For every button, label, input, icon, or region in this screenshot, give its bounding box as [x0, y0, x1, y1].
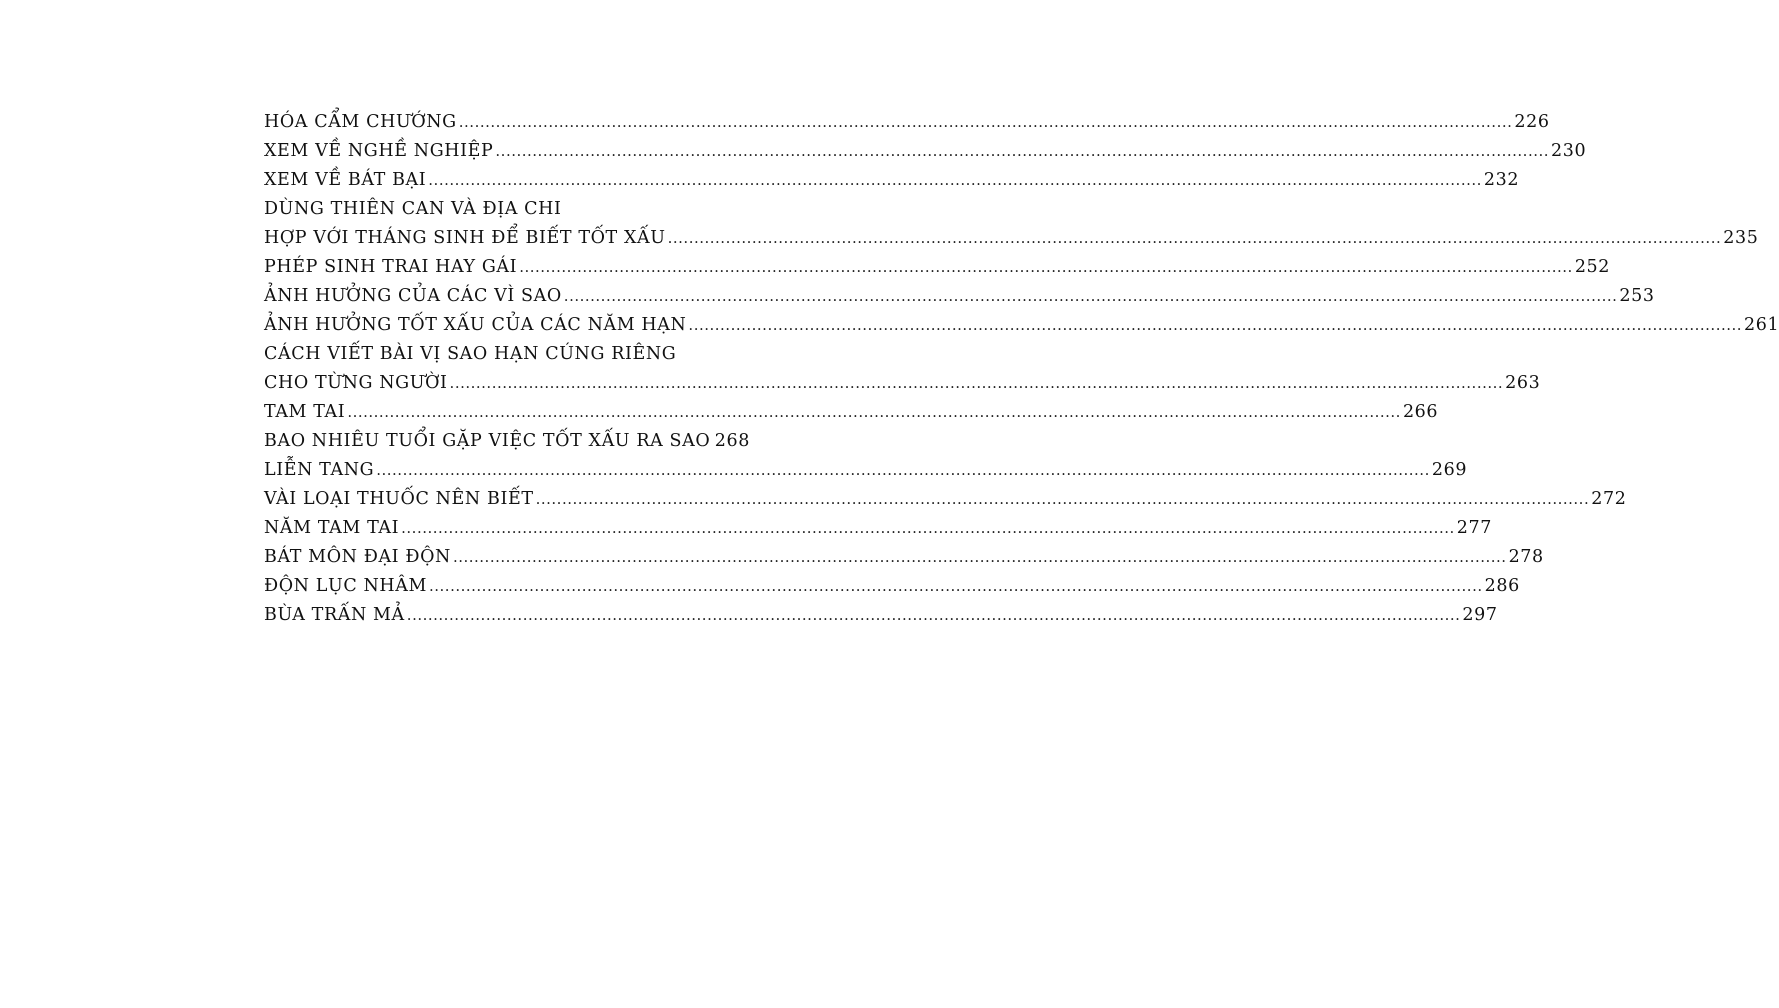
toc-entry-title: XEM VỀ BÁT BẠI [264, 170, 427, 190]
toc-leader-dots: ........................................................................................................................................................................................................ [347, 403, 1401, 421]
toc-entry-title: PHÉP SINH TRAI HAY GÁI [264, 257, 518, 277]
toc-entry-page: 278 [1508, 547, 1544, 567]
toc-entry-page: 226 [1514, 112, 1550, 132]
toc-entry-page: 235 [1723, 228, 1759, 248]
toc-entry-title: BAO NHIÊU TUỔI GẶP VIỆC TỐT XẤU RA SAO [264, 431, 711, 451]
toc-entry [264, 601, 1498, 630]
toc-entry [264, 398, 1439, 427]
toc-entry [264, 224, 1759, 253]
table-of-contents [264, 108, 1779, 630]
toc-leader-dots: ........................................................................................................................................................................................................ [428, 171, 1482, 189]
toc-leader-dots: ........................................................................................................................................................................................................ [452, 548, 1507, 566]
toc-entry-title: BÙA TRẤN MẢ [264, 605, 405, 625]
toc-leader-dots: ........................................................................................................................................................................................................ [688, 316, 1743, 334]
toc-entry-page: 232 [1483, 170, 1520, 190]
toc-entry-continued-heading [264, 195, 750, 224]
toc-entry-page: 277 [1456, 518, 1492, 538]
toc-entry-page: 230 [1551, 141, 1587, 161]
toc-entry [264, 543, 1544, 572]
toc-entry-title: CHO TỪNG NGƯỜI [264, 373, 448, 393]
toc-entry-page: 272 [1591, 489, 1627, 509]
toc-entry-title: HÓA CẨM CHƯỚNG [264, 112, 457, 132]
toc-entry [264, 514, 1492, 543]
toc-entry-title: VÀI LOẠI THUỐC NÊN BIẾT [264, 489, 534, 509]
toc-entry [264, 137, 1587, 166]
toc-entry [264, 108, 1550, 137]
toc-leader-dots: ........................................................................................................................................................................................................ [519, 258, 1573, 276]
toc-entry [264, 369, 1541, 398]
toc-entry-page: 268 [714, 431, 750, 451]
toc-entry [264, 456, 1468, 485]
toc-entry-page: 252 [1574, 257, 1611, 277]
toc-leader-dots: ........................................................................................................................................................................................................ [458, 113, 1513, 131]
toc-entry-continued-heading [264, 340, 750, 369]
toc-entry-page: 253 [1619, 286, 1655, 306]
toc-leader-dots: ........................................................................................................................................................................................................ [376, 461, 1430, 479]
toc-leader-dots: ........................................................................................................................................................................................................ [406, 606, 1461, 624]
toc-entry-title: CÁCH VIẾT BÀI VỊ SAO HẠN CÚNG RIÊNG [264, 344, 677, 364]
toc-entry-page: 266 [1402, 402, 1439, 422]
toc-leader-dots: ........................................................................................................................................................................................................ [401, 519, 1455, 537]
toc-entry-title: HỢP VỚI THÁNG SINH ĐỂ BIẾT TỐT XẤU [264, 228, 666, 248]
toc-entry-title: ẢNH HƯỞNG CỦA CÁC VÌ SAO [264, 286, 562, 306]
toc-leader-dots: ........................................................................................................................................................................................................ [667, 229, 1722, 247]
toc-entry-title: XEM VỀ NGHỀ NGHIỆP [264, 141, 494, 161]
toc-entry [264, 572, 1520, 601]
toc-leader-dots [712, 427, 713, 456]
toc-entry-title: LIỄN TANG [264, 460, 375, 480]
toc-entry-title: NĂM TAM TAI [264, 518, 400, 538]
toc-entry [264, 282, 1655, 311]
toc-entry [264, 166, 1520, 195]
toc-entry-title: TAM TAI [264, 402, 346, 422]
toc-entry [264, 253, 1611, 282]
toc-entry-page: 261 [1744, 315, 1779, 335]
toc-leader-dots: ........................................................................................................................................................................................................ [449, 374, 1504, 392]
toc-leader-dots: ........................................................................................................................................................................................................ [495, 142, 1550, 160]
toc-entry-page: 297 [1462, 605, 1498, 625]
toc-entry [264, 427, 750, 456]
toc-entry-title: DÙNG THIÊN CAN VÀ ĐỊA CHI [264, 199, 562, 219]
toc-entry-title: ẢNH HƯỞNG TỐT XẤU CỦA CÁC NĂM HẠN [264, 315, 687, 335]
toc-entry-title: BÁT MÔN ĐẠI ĐỘN [264, 547, 451, 567]
toc-leader-dots: ........................................................................................................................................................................................................ [429, 577, 1483, 595]
toc-entry-page: 269 [1431, 460, 1468, 480]
toc-leader-dots: ........................................................................................................................................................................................................ [563, 287, 1618, 305]
toc-entry [264, 485, 1627, 514]
toc-entry-page: 263 [1505, 373, 1541, 393]
toc-entry-page: 286 [1484, 576, 1520, 596]
toc-entry-title: ĐỘN LỤC NHÂM [264, 576, 427, 596]
toc-leader-dots: ........................................................................................................................................................................................................ [535, 490, 1590, 508]
toc-entry [264, 311, 1779, 340]
